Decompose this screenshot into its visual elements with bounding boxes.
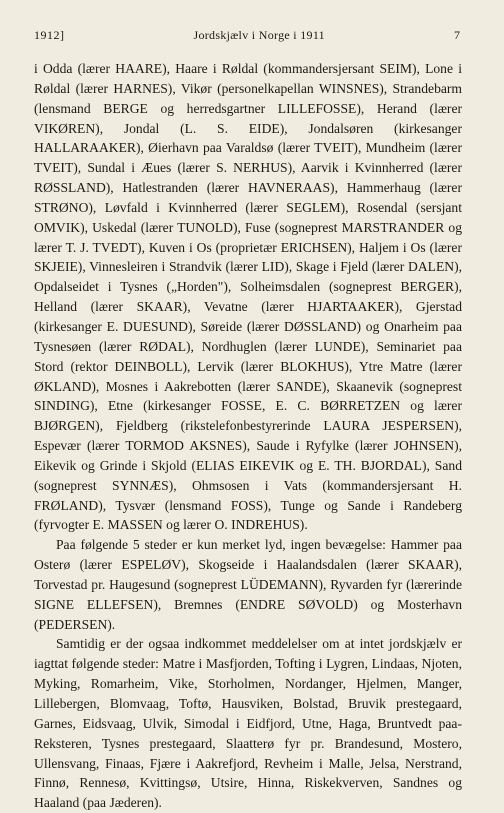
paragraph-sound-only: Paa følgende 5 steder er kun merket lyd, ingen bevægelse: Hammer paa Osterø (lærer ESPELØV), Skogseide i Haalandsdalen (lærer SKAAR), Torvestad pr. Haugesund (sogneprest LÜDEMANN), Ryvarden fyr (lærerinde SIGNE ELLEFSEN), Bremnes (ENDRE SØVOLD) og Mosterhavn (PEDERSEN). — [34, 537, 462, 632]
paragraph-station-list: i Odda (lærer HAARE), Haare i Røldal (kommandersjersant SEIM), Lone i Røldal (lærer HARNES), Vikør (personelkapellan WINSNES), Strandebarm (lensmand BERGE og herredsgartner LILLEFOSSE), Herand (lærer VIKØREN), Jondal (L. S. EIDE), Jondalsøren (kirkesanger HALLARAAKER), Øierhavn paa Varaldsø (lærer TVEIT), Mundheim (lærer TVEIT), Sundal i Æues (lærer S. NERHUS), Aarvik i Kvinnherred (lærer RØSSLAND), Hatlestranden (lærer HAVNERAAS), Hammerhaug (lærer STRØNO), Løvfald i Kvinnherred (lærer SEGLEM), Rosendal (sersjant OMVIK), Uskedal (lærer TUNOLD), Fuse (sogneprest MARSTRANDER og lærer T. J. TVEDT), Kuven i Os (proprietær ERICHSEN), Haljem i Os (lærer SKJEIE), Vinnesleiren i Strandvik (lærer LID), Skage i Fjeld (lærer DALEN), Opdalseidet i Tysnes („Horden"), Solheimsdalen (sogneprest BERGER), Helland (lærer SKAAR), Vevatne (lærer HJARTAAKER), Gjerstad (kirkesanger E. DUESUND), Søreide (lærer DØSSLAND) og Onarheim paa Tysnesøen (lærer RØDAL), Nordhuglen (lærer LUNDE), Seminariet paa Stord (rektor DEINBOLL), Lervik (lærer BLOKHUS), Ytre Matre (lærer ØKLAND), Mosnes i Aakrebotten (lærer SANDE), Skaanevik (sogneprest SINDING), Etne (kirkesanger FOSSE, E. C. BØRRETZEN og lærer BJØRGEN), Fjeldberg (rikstelefonbestyrerinde LAURA JESPERSEN), Espevær (lærer TORMOD AKSNES), Saude i Ryfylke (lærer JOHNSEN), Eikevik og Grinde i Skjold (ELIAS EIKEVIK og E. TH. BJORDAL), Sand (sogneprest SYNNÆS), Ohmsosen i Vats (kommandersjersant H. FRØLAND), Tysvær (lensmand FOSS), Tunge og Sande i Randeberg (fyrvogter E. MASSEN og lærer O. INDREHUS). — [34, 61, 462, 533]
paragraph-no-quake: Samtidig er der ogsaa indkommet meddelelser om at intet jordskjælv er iagttat følgende steder: Matre i Masfjorden, Tofting i Lygren, Lindaas, Njoten, Myking, Romarheim, Vike, Storholmen, Nordanger, Hjelmen, Manger, Lillebergen, Blomvaag, Toftø, Hausviken, Bolstad, Bruvik prestegaard, Garnes, Eidsvaag, Ulvik, Simodal i Eidfjord, Utne, Haga, Bruntvedt paa-Reksteren, Tysnes prestegaard, Slaatterø fyr pr. Brandesund, Mostero, Ullensvang, Finaas, Fjære i Aakrefjord, Revheim i Malle, Jelsa, Nerstrand, Finnø, Rennesø, Kvittingsø, Utsire, Hinna, Riskekverven, Sandnes og Haaland (paa Jæderen). — [34, 636, 462, 811]
header-year: 1912] — [34, 28, 65, 42]
running-header — [34, 28, 462, 42]
body-text — [34, 59, 462, 813]
header-title: Jordskjælv i Norge i 1911 — [193, 28, 325, 42]
page-number: 7 — [453, 28, 460, 42]
